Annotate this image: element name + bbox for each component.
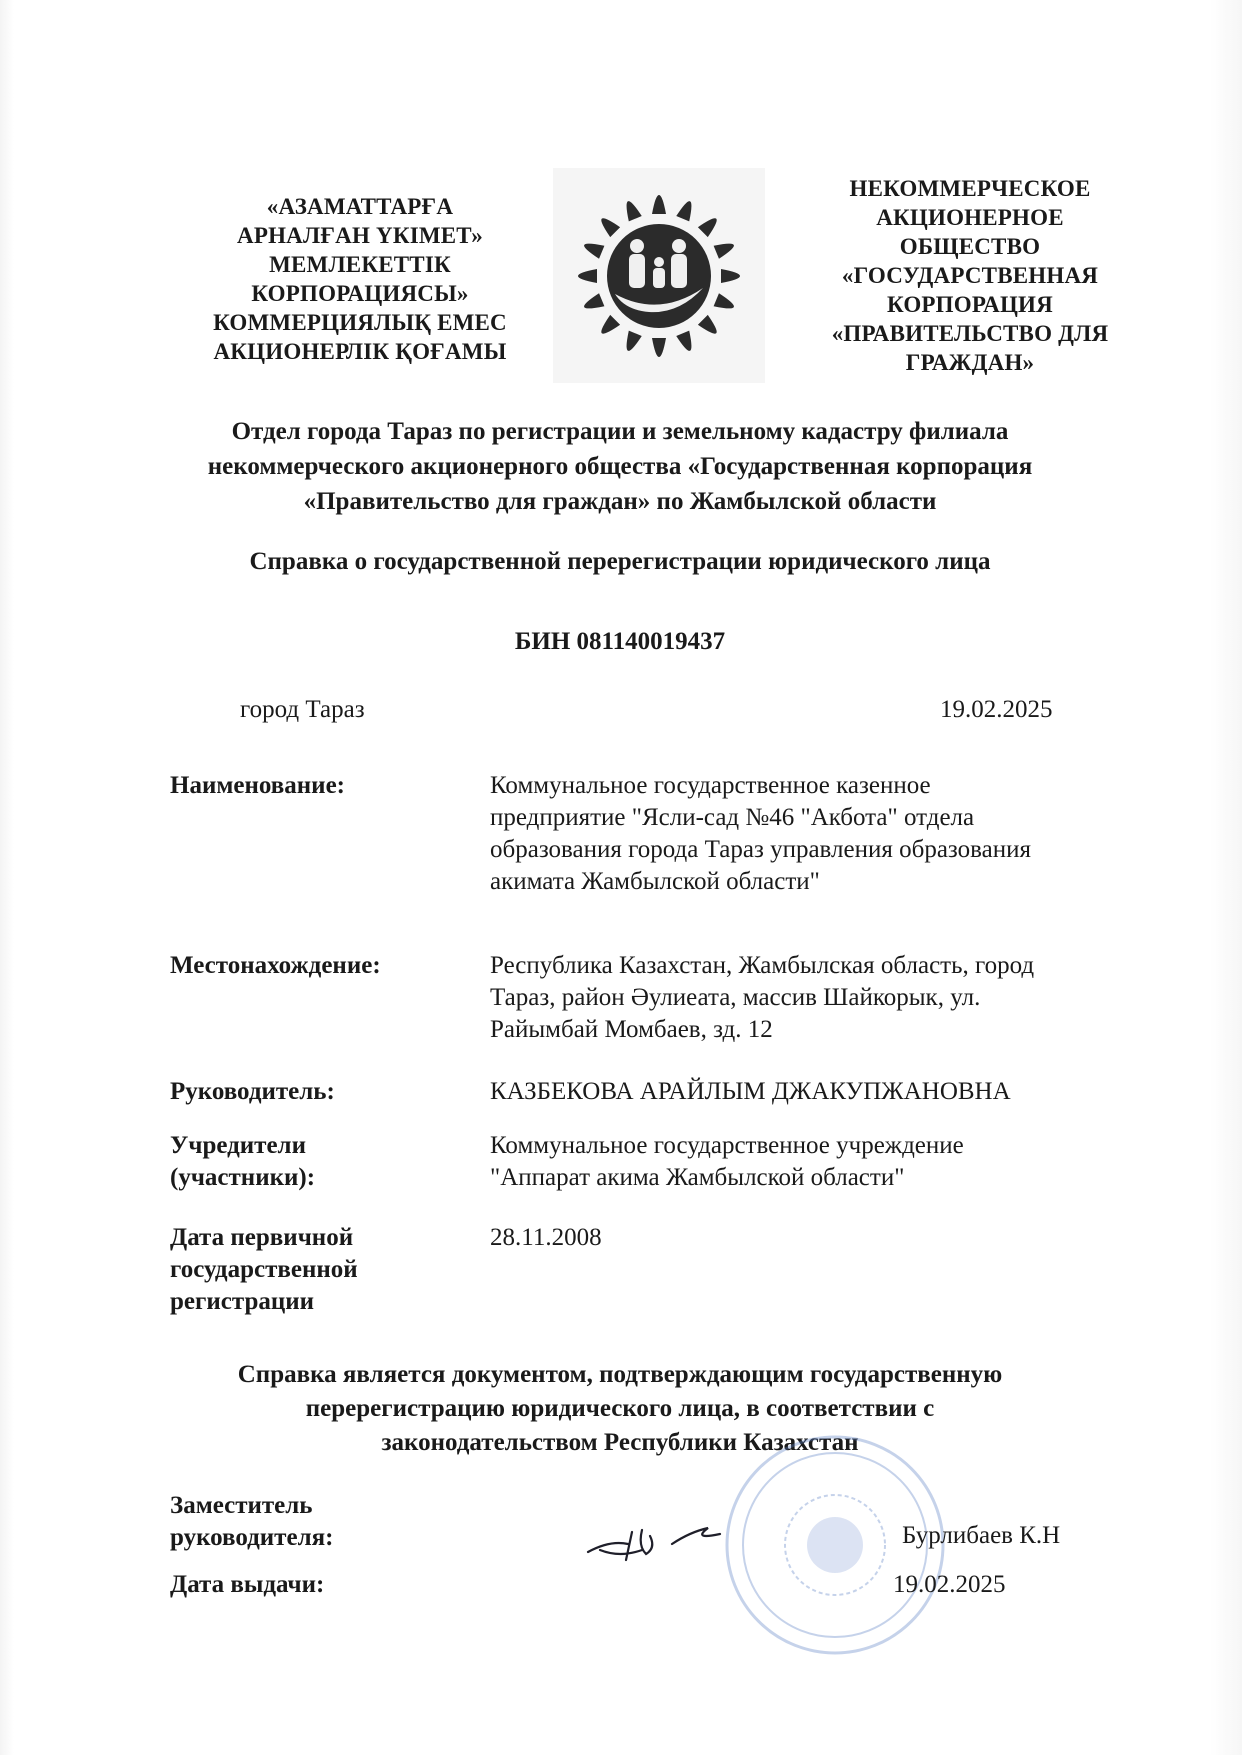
- document-date: 19.02.2025: [940, 696, 1053, 723]
- first-registration-value: 28.11.2008: [490, 1224, 602, 1251]
- header-left-line: «АЗАМАТТАРҒА: [266, 194, 454, 219]
- department-line: Отдел города Тараз по регистрации и земельному кадастру филиала: [231, 418, 1009, 445]
- name-line: акимата Жамбылской области": [490, 868, 820, 895]
- location-label: Местонахождение:: [170, 952, 381, 979]
- signatory-name: Бурлибаев К.Н: [902, 1522, 1061, 1549]
- name-line: предприятие "Ясли-сад №46 "Акбота" отдела: [490, 804, 975, 831]
- header-kazakh-org-name: [180, 192, 540, 366]
- header-left-line: КОРПОРАЦИЯСЫ»: [251, 281, 469, 306]
- header-left-line: АКЦИОНЕРЛІК ҚОҒАМЫ: [213, 339, 507, 364]
- department-line: некоммерческого акционерного общества «Государственная корпорация: [207, 453, 1033, 480]
- bin-number: БИН 081140019437: [514, 628, 726, 655]
- header-right-line: ОБЩЕСТВО: [899, 234, 1041, 259]
- founders-label: Учредители (участники):: [170, 1132, 316, 1191]
- head-value: КАЗБЕКОВА АРАЙЛЫМ ДЖАКУПЖАНОВНА: [490, 1078, 1011, 1105]
- legal-note: [120, 1358, 1120, 1460]
- header-right-line: «ГОСУДАРСТВЕННАЯ: [841, 263, 1099, 288]
- location-line: Республика Казахстан, Жамбылская область, город: [490, 952, 1035, 979]
- header-right-line: НЕКОММЕРЧЕСКОЕ: [849, 176, 1091, 201]
- handwritten-signature-icon: [580, 1510, 730, 1570]
- issue-date-label: Дата выдачи:: [170, 1571, 325, 1598]
- location-value: [490, 950, 1034, 1046]
- department-line: «Правительство для граждан» по Жамбылской области: [303, 488, 937, 515]
- header-right-line: ГРАЖДАН»: [905, 350, 1035, 375]
- header-right-line: «ПРАВИТЕЛЬСТВО ДЛЯ: [831, 321, 1109, 346]
- note-line: Справка является документом, подтверждающим государственную: [237, 1361, 1003, 1388]
- head-label: Руководитель:: [170, 1078, 335, 1105]
- note-line: законодательством Республики Казахстан: [381, 1429, 859, 1456]
- name-value: [490, 770, 1031, 898]
- founders-line: Коммунальное государственное учреждение: [490, 1132, 964, 1159]
- founders-value: [490, 1130, 964, 1194]
- location-line: Райымбай Момбаев, зд. 12: [490, 1016, 773, 1043]
- header-right-line: АКЦИОНЕРНОЕ: [876, 205, 1064, 230]
- header-left-line: КОММЕРЦИЯЛЫҚ ЕМЕС: [213, 310, 507, 335]
- issue-date-value: 19.02.2025: [893, 1571, 1006, 1598]
- name-line: Коммунальное государственное казенное: [490, 772, 931, 799]
- document-title: Справка о государственной перерегистрации юридического лица: [249, 548, 991, 575]
- signatory-position-label: Заместитель руководителя:: [170, 1492, 334, 1551]
- sun-family-emblem-icon: [553, 168, 765, 383]
- name-label: Наименование:: [170, 772, 345, 799]
- location-line: Тараз, район Әулиеата, массив Шайкорык, ул.: [490, 984, 981, 1011]
- header-left-line: МЕМЛЕКЕТТІК: [269, 252, 451, 277]
- department-heading: [120, 414, 1120, 519]
- header-left-line: АРНАЛҒАН ҮКІМЕТ»: [237, 223, 483, 248]
- first-registration-label: Дата первичной государственной регистрации: [170, 1224, 358, 1315]
- note-line: перерегистрацию юридического лица, в соответствии с: [305, 1395, 935, 1422]
- founders-line: "Аппарат акима Жамбылской области": [490, 1164, 905, 1191]
- issue-city: город Тараз: [240, 696, 365, 723]
- header-russian-org-name: [790, 174, 1150, 377]
- name-line: образования города Тараз управления образования: [490, 836, 1031, 863]
- header-right-line: КОРПОРАЦИЯ: [887, 292, 1053, 317]
